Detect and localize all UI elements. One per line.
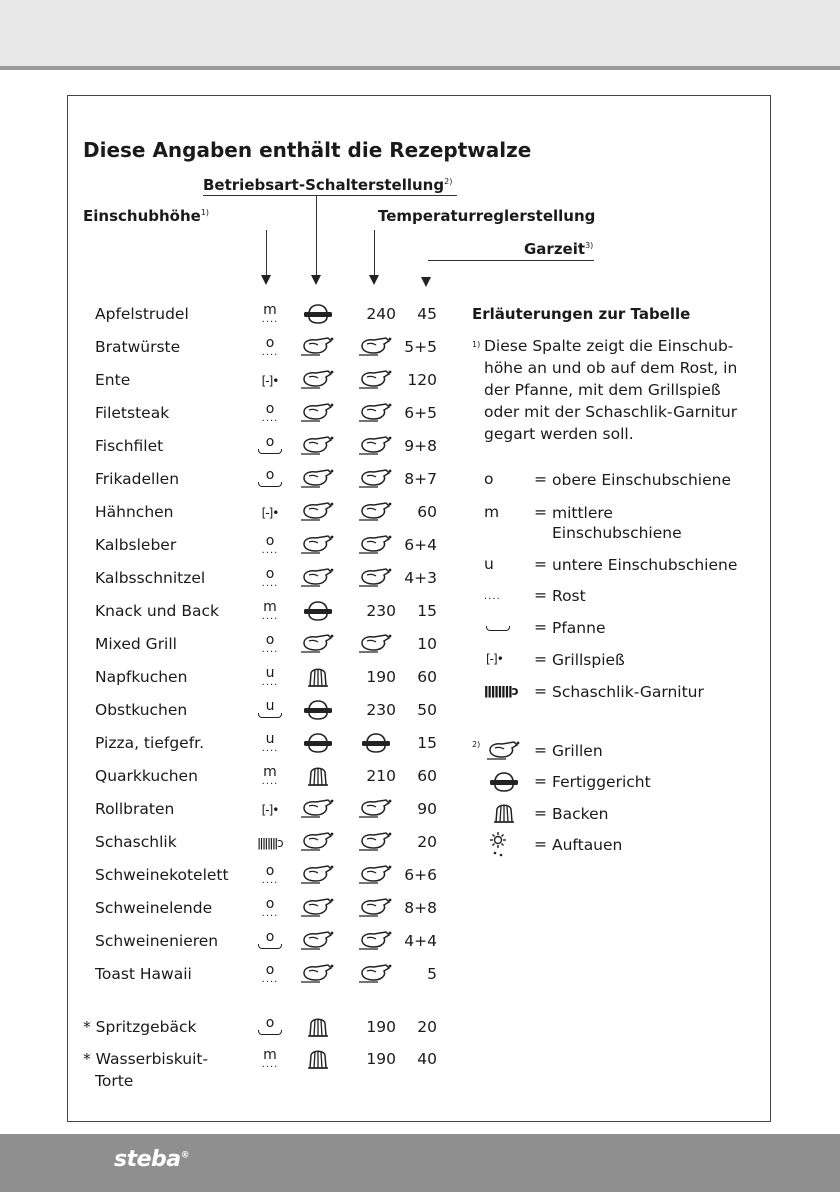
recipe-name: Toast Hawaii bbox=[95, 965, 192, 983]
backen-icon bbox=[484, 802, 524, 826]
temperature-value: 230 bbox=[366, 602, 396, 620]
temperature-value: 210 bbox=[366, 767, 396, 785]
backen-icon bbox=[298, 765, 338, 787]
legend-eq: = bbox=[534, 804, 547, 822]
rack-position bbox=[253, 501, 287, 520]
rack-position bbox=[253, 930, 287, 949]
fertig-icon bbox=[298, 699, 338, 721]
recipe-name: Bratwürste bbox=[95, 338, 181, 356]
auftauen-icon bbox=[488, 830, 512, 858]
legend-key-u: u bbox=[484, 555, 494, 573]
cooking-time: 40 bbox=[417, 1050, 437, 1068]
temperature-value: 190 bbox=[366, 668, 396, 686]
recipe-name: Fischfilet bbox=[95, 437, 164, 455]
note1-line: oder mit der Schaschlik-Garnitur bbox=[484, 403, 738, 421]
grill-icon bbox=[298, 897, 338, 919]
rack-position-label: o bbox=[265, 467, 275, 483]
cooking-time: 6+4 bbox=[404, 536, 437, 554]
grill-icon bbox=[298, 831, 338, 853]
brand-logo: steba® bbox=[114, 1147, 190, 1172]
legend-text-grillspiess: Grillspieß bbox=[552, 651, 625, 669]
legend-key-m: m bbox=[484, 503, 500, 521]
grill-icon bbox=[356, 435, 396, 457]
temperature-value: 190 bbox=[366, 1050, 396, 1068]
legend-text-fertig: Fertiggericht bbox=[552, 773, 651, 791]
grill-icon bbox=[356, 369, 396, 391]
grill-icon bbox=[356, 633, 396, 655]
grill-icon bbox=[356, 864, 396, 886]
grill-icon bbox=[298, 864, 338, 886]
fertig-icon bbox=[298, 303, 338, 325]
grill-icon bbox=[298, 501, 338, 523]
legend-text-backen: Backen bbox=[552, 805, 609, 823]
legend-eq: = bbox=[534, 741, 547, 759]
rost-icon: .... bbox=[261, 578, 279, 589]
grill-icon bbox=[298, 402, 338, 424]
rost-icon: .... bbox=[261, 611, 279, 622]
legend-text-pfanne: Pfanne bbox=[552, 619, 606, 637]
rack-position bbox=[253, 699, 287, 718]
rack-position-label: o bbox=[265, 929, 275, 945]
note1-line: gegart werden soll. bbox=[484, 425, 634, 443]
grill-icon bbox=[298, 567, 338, 589]
grill-icon bbox=[356, 798, 396, 820]
rule-betriebsart bbox=[203, 195, 457, 196]
rost-icon: .... bbox=[261, 908, 279, 919]
schaschlik-icon: ǁǁǁǁɔ bbox=[484, 684, 518, 698]
cooking-time: 45 bbox=[417, 305, 437, 323]
recipe-name: Schaschlik bbox=[95, 833, 177, 851]
arrow-einschub-line bbox=[266, 230, 267, 275]
cooking-time: 20 bbox=[417, 833, 437, 851]
rack-position-label: o bbox=[265, 434, 275, 450]
grill-icon bbox=[356, 402, 396, 424]
rack-position-label: u bbox=[265, 731, 275, 747]
rost-icon: .... bbox=[261, 677, 279, 688]
legend-text-m-1: mittlere bbox=[552, 504, 613, 522]
rack-position bbox=[253, 1016, 287, 1035]
backen-icon bbox=[298, 1016, 338, 1038]
rack-position-label: [-]• bbox=[261, 374, 279, 388]
rack-position bbox=[253, 831, 287, 850]
rack-position bbox=[253, 534, 287, 554]
top-rule bbox=[0, 66, 840, 70]
rack-position bbox=[253, 633, 287, 653]
grill-icon bbox=[298, 633, 338, 655]
legend-text-u: untere Einschubschiene bbox=[552, 556, 738, 574]
recipe-name: Napfkuchen bbox=[95, 668, 188, 686]
recipe-name: * Spritzgebäck bbox=[83, 1018, 197, 1036]
cooking-time: 60 bbox=[417, 503, 437, 521]
rack-position-label: u bbox=[265, 665, 275, 681]
note1-mark: 1) bbox=[472, 340, 481, 349]
rost-icon: .... bbox=[261, 776, 279, 787]
rack-position bbox=[253, 567, 287, 587]
top-bar bbox=[0, 0, 840, 66]
grill-icon bbox=[298, 930, 338, 952]
rack-position bbox=[253, 864, 287, 884]
cooking-time: 6+6 bbox=[404, 866, 437, 884]
temperature-value: 240 bbox=[366, 305, 396, 323]
rost-icon: .... bbox=[261, 545, 279, 556]
fertig-icon bbox=[356, 732, 396, 754]
rost-icon: .... bbox=[261, 875, 279, 886]
rack-position-label: o bbox=[265, 566, 275, 582]
cooking-time: 20 bbox=[417, 1018, 437, 1036]
rack-position-label: u bbox=[265, 698, 275, 714]
cooking-time: 15 bbox=[417, 734, 437, 752]
recipe-name: Obstkuchen bbox=[95, 701, 188, 719]
cooking-time: 50 bbox=[417, 701, 437, 719]
recipe-name: Quarkkuchen bbox=[95, 767, 198, 785]
rack-position bbox=[253, 402, 287, 422]
page-title: Diese Angaben enthält die Rezeptwalze bbox=[83, 138, 532, 162]
rack-position bbox=[253, 1048, 287, 1068]
note1-line: höhe an und ob auf dem Rost, in bbox=[484, 359, 738, 377]
grill-icon bbox=[356, 897, 396, 919]
recipe-name: Knack und Back bbox=[95, 602, 219, 620]
legend-eq: = bbox=[534, 835, 547, 853]
arrow-einschub-head bbox=[261, 275, 271, 285]
rack-position-label: [-]• bbox=[261, 803, 279, 817]
recipe-name: Schweinenieren bbox=[95, 932, 219, 950]
grill-icon bbox=[298, 468, 338, 490]
grill-icon bbox=[298, 336, 338, 358]
recipe-name: Filetsteak bbox=[95, 404, 170, 422]
rack-position-label: o bbox=[265, 896, 275, 912]
grill-icon bbox=[356, 468, 396, 490]
rack-position bbox=[253, 666, 287, 686]
cooking-time: 60 bbox=[417, 668, 437, 686]
rost-icon: .... bbox=[261, 413, 279, 424]
rack-position bbox=[253, 435, 287, 454]
rack-position-label: o bbox=[265, 863, 275, 879]
rule-garzeit bbox=[428, 260, 594, 261]
rost-icon: .... bbox=[261, 314, 279, 325]
grill-icon bbox=[356, 963, 396, 985]
arrow-betriebsart-line bbox=[316, 195, 317, 275]
grill-icon bbox=[484, 740, 524, 762]
temperature-value: 190 bbox=[366, 1018, 396, 1036]
legend-eq: = bbox=[534, 650, 547, 668]
rack-position-label: [-]• bbox=[261, 506, 279, 520]
cooking-time: 9+8 bbox=[404, 437, 437, 455]
header-betriebsart: Betriebsart-Schalterstellung$^{2)}$ bbox=[203, 176, 453, 194]
rack-position bbox=[253, 369, 287, 388]
legend-heading: Erläuterungen zur Tabelle bbox=[472, 305, 691, 323]
cooking-time: 8+7 bbox=[404, 470, 437, 488]
rack-position bbox=[253, 897, 287, 917]
legend-eq: = bbox=[534, 682, 547, 700]
cooking-time: 8+8 bbox=[404, 899, 437, 917]
note1-line: Diese Spalte zeigt die Einschub- bbox=[484, 337, 734, 355]
rack-position-label: m bbox=[263, 1047, 277, 1063]
cooking-time: 5 bbox=[427, 965, 437, 983]
rack-position-label: o bbox=[265, 533, 275, 549]
grill-icon bbox=[356, 831, 396, 853]
legend-eq: = bbox=[534, 618, 547, 636]
grill-icon bbox=[356, 930, 396, 952]
rack-position-label: m bbox=[263, 302, 277, 318]
grill-icon bbox=[298, 798, 338, 820]
rack-position bbox=[253, 336, 287, 356]
rack-position-label: o bbox=[265, 632, 275, 648]
fertig-icon bbox=[298, 600, 338, 622]
legend-text-rost: Rost bbox=[552, 587, 586, 605]
rost-icon: .... bbox=[484, 591, 501, 602]
recipe-name-cont: Torte bbox=[95, 1072, 134, 1090]
rack-position bbox=[253, 798, 287, 817]
rack-position-label: o bbox=[265, 1015, 275, 1031]
recipe-name: * Wasserbiskuit- bbox=[83, 1050, 209, 1068]
rost-icon: .... bbox=[261, 347, 279, 358]
legend-text-grillen: Grillen bbox=[552, 742, 603, 760]
temperature-value: 230 bbox=[366, 701, 396, 719]
cooking-time: 4+3 bbox=[404, 569, 437, 587]
recipe-name: Schweinekotelett bbox=[95, 866, 229, 884]
rack-position bbox=[253, 765, 287, 785]
legend-text-schaschlik: Schaschlik-Garnitur bbox=[552, 683, 704, 701]
legend-eq: = bbox=[534, 586, 547, 604]
legend-eq: = bbox=[534, 555, 547, 573]
recipe-name: Schweinelende bbox=[95, 899, 213, 917]
legend-text-m-2: Einschubschiene bbox=[552, 524, 682, 542]
rack-position-label: o bbox=[265, 962, 275, 978]
rack-position-label: o bbox=[265, 401, 275, 417]
rack-position-label: ǁǁǁǁɔ bbox=[257, 836, 283, 850]
pfanne-icon bbox=[486, 626, 510, 631]
legend-key-o: o bbox=[484, 470, 494, 488]
backen-icon bbox=[298, 666, 338, 688]
rack-position-label: m bbox=[263, 764, 277, 780]
rost-icon: .... bbox=[261, 974, 279, 985]
cooking-time: 6+5 bbox=[404, 404, 437, 422]
recipe-name: Hähnchen bbox=[95, 503, 174, 521]
rack-position bbox=[253, 303, 287, 323]
grill-icon bbox=[298, 435, 338, 457]
arrow-garzeit-head bbox=[421, 277, 431, 287]
header-garzeit: Garzeit$^{3)}$ bbox=[524, 240, 594, 258]
legend-text-auftauen: Auftauen bbox=[552, 836, 623, 854]
rost-icon: .... bbox=[261, 1059, 279, 1070]
rack-position-label: m bbox=[263, 599, 277, 615]
fertig-icon bbox=[298, 732, 338, 754]
rost-icon: .... bbox=[261, 743, 279, 754]
rack-position-label: o bbox=[265, 335, 275, 351]
header-temperatur: Temperaturreglerstellung bbox=[378, 207, 596, 225]
recipe-name: Ente bbox=[95, 371, 131, 389]
fertiggericht-icon bbox=[484, 771, 524, 793]
recipe-name: Kalbsschnitzel bbox=[95, 569, 206, 587]
cooking-time: 10 bbox=[417, 635, 437, 653]
rack-position bbox=[253, 468, 287, 487]
grill-icon bbox=[298, 963, 338, 985]
recipe-name: Pizza, tiefgefr. bbox=[95, 734, 205, 752]
note1-line: der Pfanne, mit dem Grillspieß bbox=[484, 381, 721, 399]
cooking-time: 4+4 bbox=[404, 932, 437, 950]
legend-text-o: obere Einschubschiene bbox=[552, 471, 731, 489]
cooking-time: 60 bbox=[417, 767, 437, 785]
grill-icon bbox=[356, 336, 396, 358]
cooking-time: 15 bbox=[417, 602, 437, 620]
grill-icon bbox=[298, 534, 338, 556]
arrow-temperatur-line bbox=[374, 230, 375, 275]
grillspiess-icon: [-]• bbox=[486, 652, 503, 666]
rack-position bbox=[253, 963, 287, 983]
legend-eq: = bbox=[534, 772, 547, 790]
cooking-time: 90 bbox=[417, 800, 437, 818]
recipe-name: Mixed Grill bbox=[95, 635, 177, 653]
cooking-time: 120 bbox=[407, 371, 437, 389]
legend-eq: = bbox=[534, 503, 547, 521]
note2-mark: 2) bbox=[472, 740, 481, 749]
backen-icon bbox=[298, 1048, 338, 1070]
rost-icon: .... bbox=[261, 644, 279, 655]
grill-icon bbox=[356, 534, 396, 556]
recipe-name: Kalbsleber bbox=[95, 536, 177, 554]
rack-position bbox=[253, 600, 287, 620]
grill-icon bbox=[298, 369, 338, 391]
legend-eq: = bbox=[534, 470, 547, 488]
arrow-betriebsart-head bbox=[311, 275, 321, 285]
recipe-name: Rollbraten bbox=[95, 800, 175, 818]
arrow-temperatur-head bbox=[369, 275, 379, 285]
recipe-name: Frikadellen bbox=[95, 470, 180, 488]
recipe-name: Apfelstrudel bbox=[95, 305, 189, 323]
rack-position bbox=[253, 732, 287, 752]
grill-icon bbox=[356, 501, 396, 523]
cooking-time: 5+5 bbox=[404, 338, 437, 356]
grill-icon bbox=[356, 567, 396, 589]
header-einschub: Einschubhöhe$^{1)}$ bbox=[83, 207, 210, 225]
